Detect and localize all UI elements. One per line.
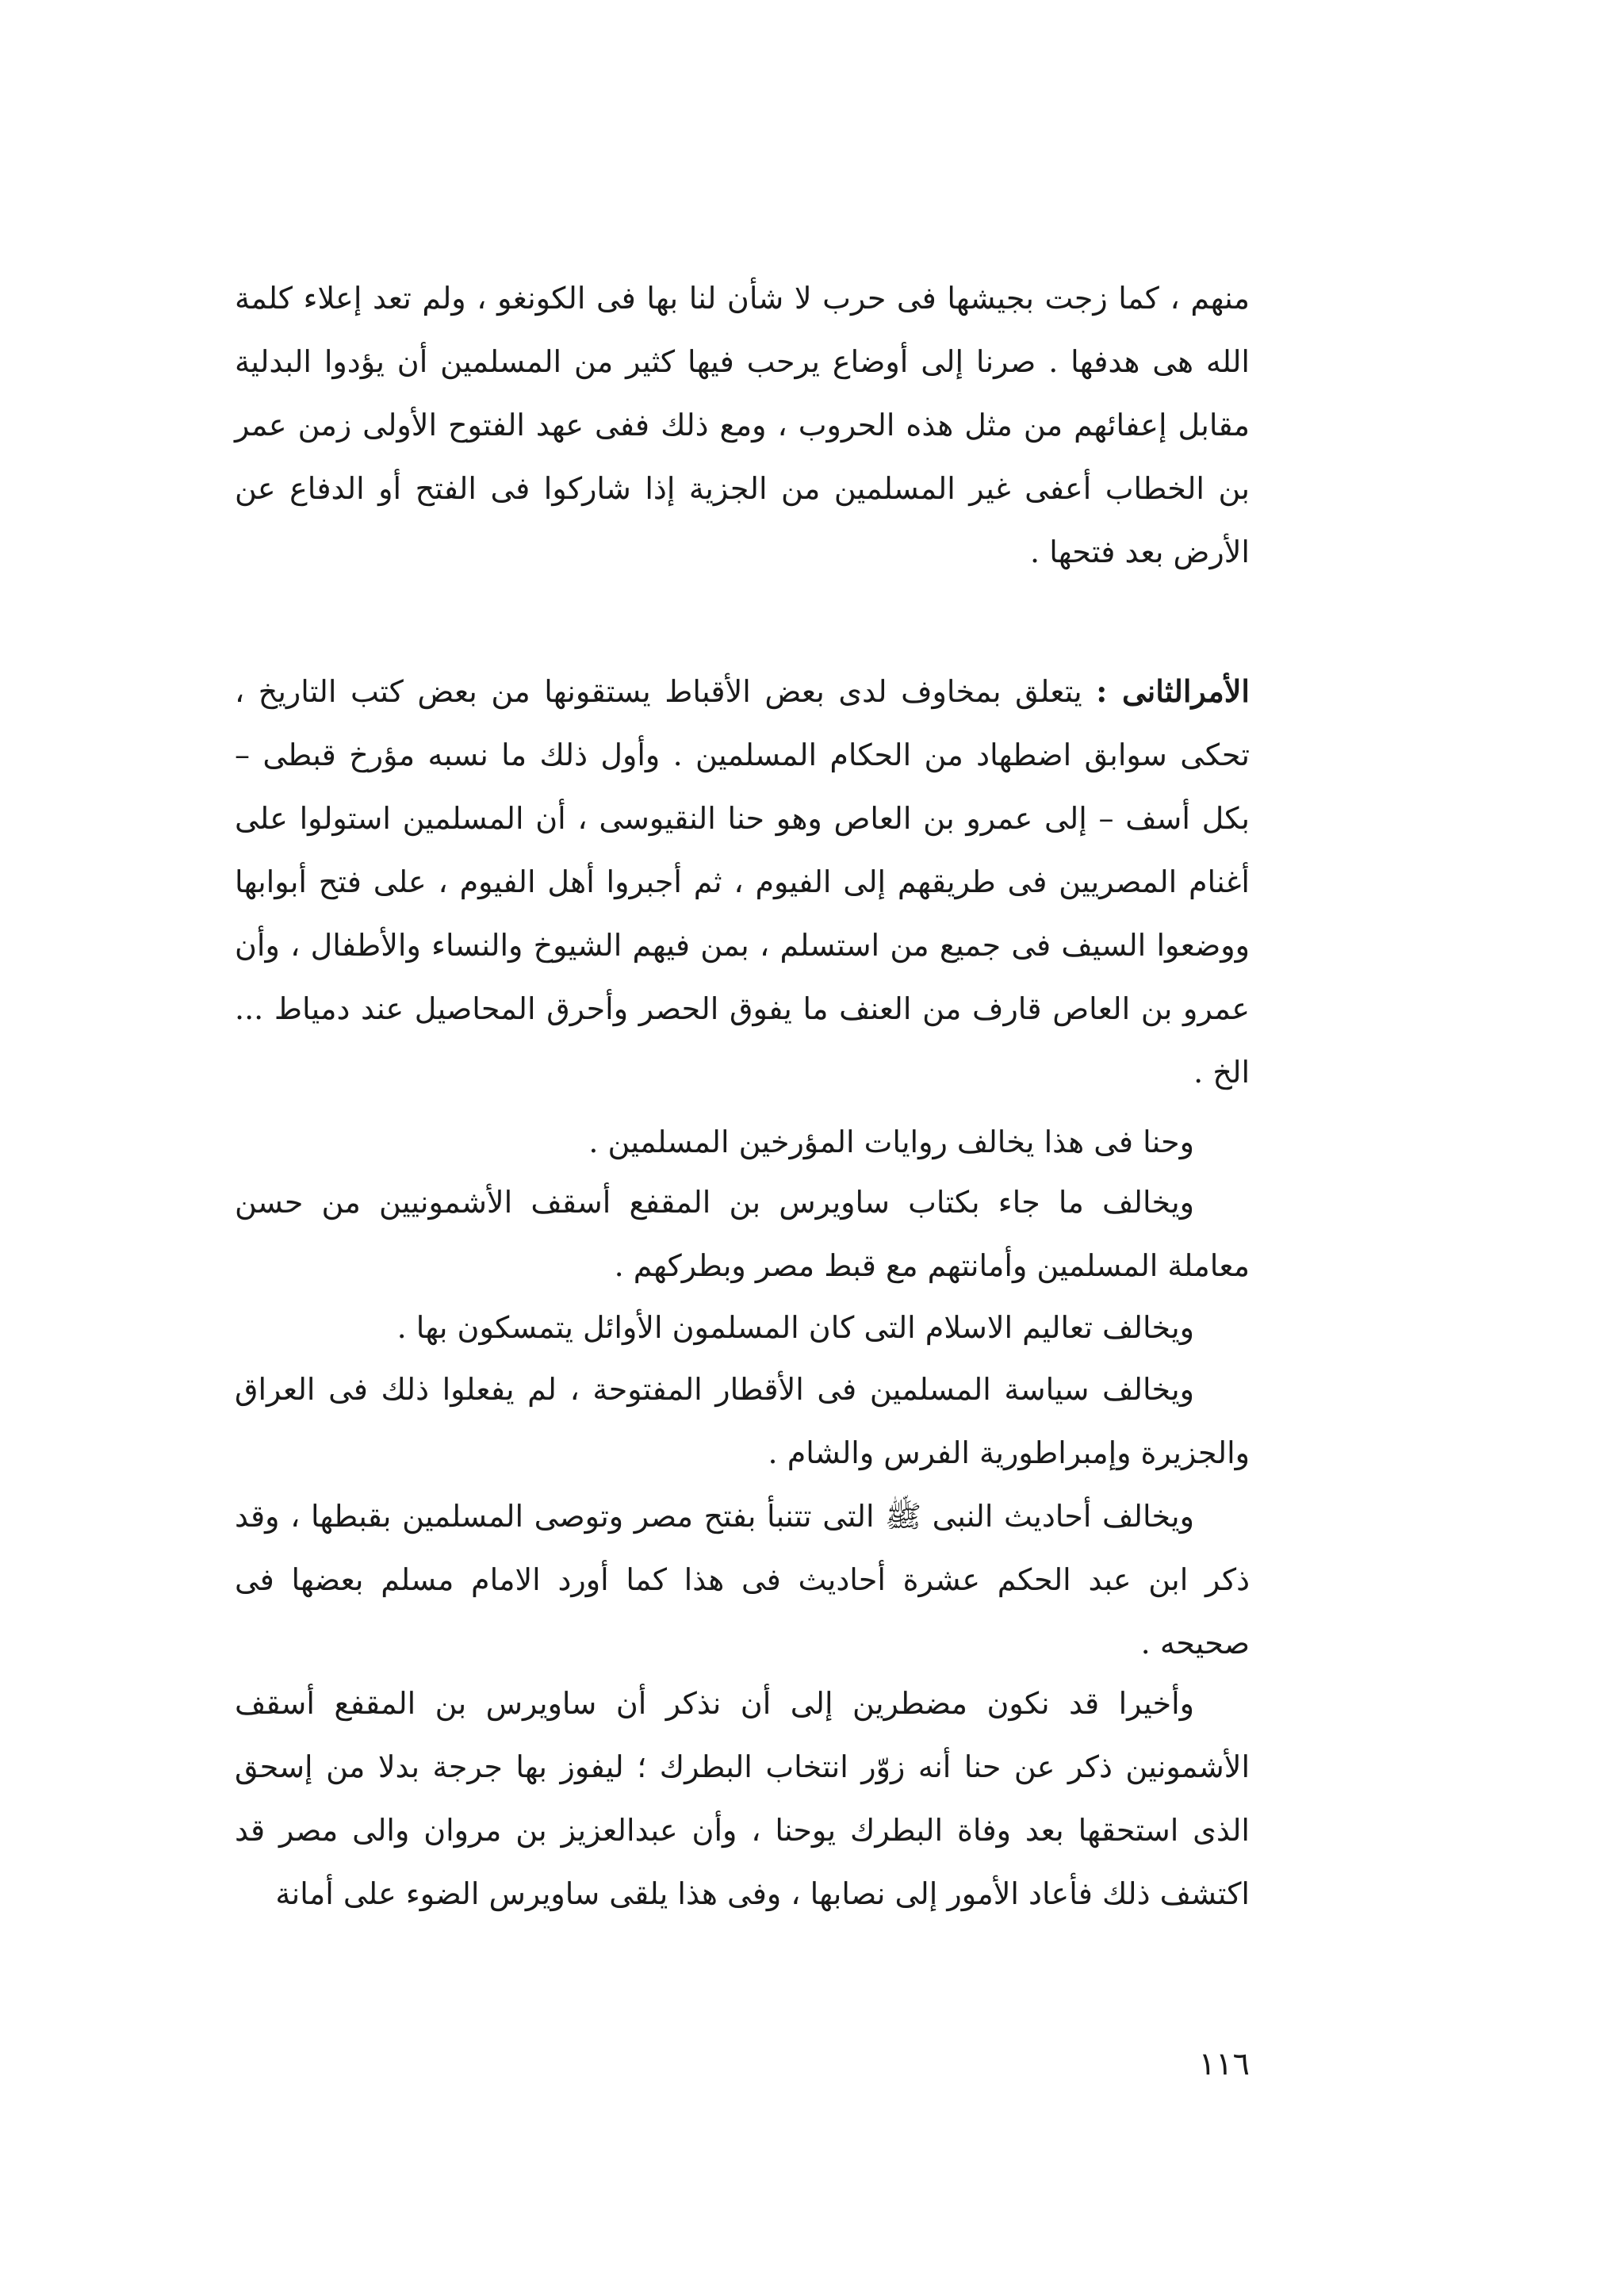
paragraph-contradicts-policy: ويخالف سياسة المسلمين فى الأقطار المفتوحة ، لم يفعلوا ذلك فى العراق والجزيرة وإمبراطورية الفرس والشام .: [235, 1372, 1250, 1470]
second-matter-heading: الأمرالثانى :: [1096, 673, 1250, 709]
paragraph-conscription-jizya: منهم ، كما زجت بجيشها فى حرب لا شأن لنا بها فى الكونغو ، ولم تعد إعلاء كلمة الله هى هدفها . صرنا إلى أوضاع يرحب فيها كثير من المسلمين أن يؤدوا البدلية مقابل إعفائهم من مثل هذه الحروب ، ومع ذلك ففى عهد الفتوح الأولى زمن عمر بن الخطاب أعفى غير المسلمين من الجزية إذا شاركوا فى الفتح أو الدفاع عن الأرض بعد فتحها .: [235, 281, 1250, 569]
paragraph-severus-election: وأخيرا قد نكون مضطرين إلى أن نذكر أن ساويرس بن المقفع أسقف الأشمونين ذكر عن حنا أنه زوّر انتخاب البطرك ؛ ليفوز بها جرجة بدلا من إسحق الذى استحقها بعد وفاة البطرك يوحنا ، وأن عبدالعزيز بن مروان والى مصر قد اكتشف ذلك فأعاد الأمور إلى نصابها ، وفى هذا يلقى ساويرس الضوء على أمانة: [235, 1686, 1251, 1911]
second-matter-body: يتعلق بمخاوف لدى بعض الأقباط يستقونها من بعض كتب التاريخ ، تحكى سوابق اضطهاد من الحكام المسلمين . وأول ذلك ما نسبه مؤرخ قبطى – بكل أسف – إلى عمرو بن العاص وهو حنا النقيوسى ، أن المسلمين استولوا على أغنام المصريين فى طريقهم إلى الفيوم ، ثم أجبروا أهل الفيوم ، على فتح أبوابها ووضعوا السيف فى جميع من استسلم ، بمن فيهم الشيوخ والنساء والأطفال ، وأن عمرو بن العاص قارف من العنف ما يفوق الحصر وأحرق المحاصيل عند دمياط ... الخ .: [235, 674, 1250, 1090]
page-number: ١١٦: [1198, 2046, 1250, 2082]
paragraph-contradicts-hadith: ويخالف أحاديث النبى ﷺ التى تتنبأ بفتح مصر وتوصى المسلمين بقبطها ، وقد ذكر ابن عبد الحكم عشرة أحاديث فى هذا كما أورد الامام مسلم بعضها فى صحيحه .: [235, 1499, 1250, 1661]
paragraph-second-matter: [235, 660, 1250, 1104]
paragraph-hanna-contradicts-historians: وحنا فى هذا يخالف روايات المؤرخين المسلمين .: [588, 1124, 1194, 1159]
paragraph-contradicts-severus: ويخالف ما جاء بكتاب ساويرس بن المقفع أسقف الأشمونيين من حسن معاملة المسلمين وأمانتهم مع قبط مصر وبطركهم .: [235, 1185, 1250, 1283]
paragraph-contradicts-teachings: ويخالف تعاليم الاسلام التى كان المسلمون الأوائل يتمسكون بها .: [396, 1310, 1194, 1345]
